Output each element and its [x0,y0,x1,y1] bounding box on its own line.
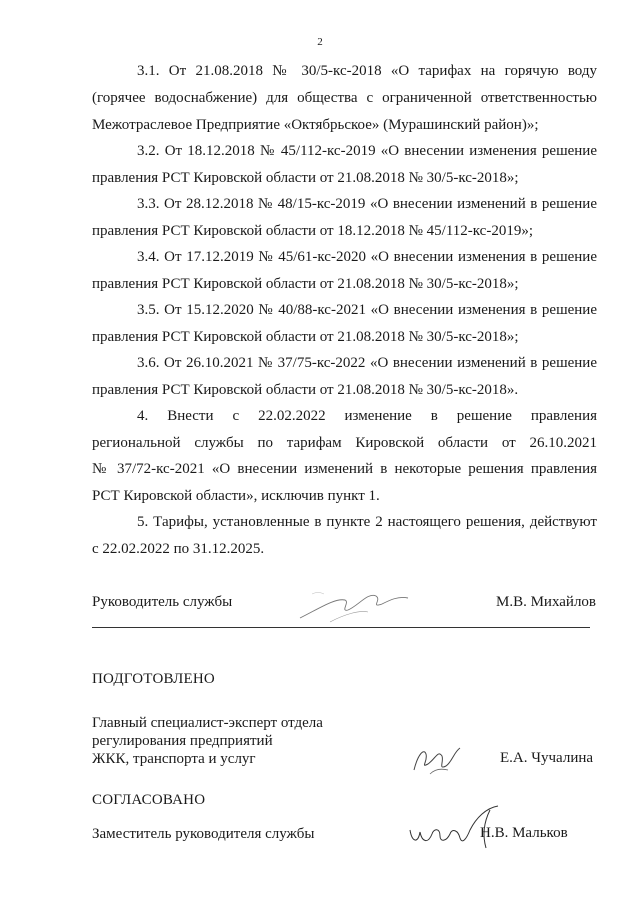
prepared-position-line-1: Главный специалист-эксперт отдела [92,715,323,731]
paragraph-3-1-line-3: Межотраслевое Предприятие «Октябрьское» (Мурашинский район)»; [92,117,539,133]
paragraph-3-4-line-1: 3.4. От 17.12.2019 № 45/61-кс-2020 «О внесении изменения в решение [137,249,597,265]
page-number: 2 [317,36,323,48]
paragraph-3-2-line-2: правления РСТ Кировской области от 21.08.2018 № 30/5-кс-2018»; [92,170,519,186]
paragraph-3-2-line-1: 3.2. От 18.12.2018 № 45/112-кс-2019 «О внесении изменения решение [137,143,597,159]
prepared-name: Е.А. Чучалина [500,750,594,766]
paragraph-5-line-1: 5. Тарифы, установленные в пункте 2 настоящего решения, действуют [137,514,597,530]
signature-separator-line [92,627,590,628]
paragraph-3-5-line-1: 3.5. От 15.12.2020 № 40/88-кс-2021 «О внесении изменения в решение [137,302,597,318]
paragraph-4-line-2: региональной службы по тарифам Кировской области от 26.10.2021 [92,435,597,451]
paragraph-5-line-2: с 22.02.2022 по 31.12.2025. [92,541,265,557]
prepared-title: ПОДГОТОВЛЕНО [92,671,215,687]
paragraph-3-5-line-2: правления РСТ Кировской области от 21.08.2018 № 30/5-кс-2018»; [92,329,519,345]
agreed-name: Н.В. Мальков [480,825,568,841]
paragraph-4-line-3: № 37/72-кс-2021 «О внесении изменений в некоторые решения правления [92,461,597,477]
paragraph-3-3-line-2: правления РСТ Кировской области от 18.12.2018 № 45/112-кс-2019»; [92,223,533,239]
paragraph-3-6-line-1: 3.6. От 26.10.2021 № 37/75-кс-2022 «О внесении изменений в решение [137,355,597,371]
prepared-handwritten-signature [408,740,468,780]
agreed-position: Заместитель руководителя службы [92,826,315,842]
paragraph-3-3-line-1: 3.3. От 28.12.2018 № 48/15-кс-2019 «О внесении изменений в решение [137,196,597,212]
paragraph-3-4-line-2: правления РСТ Кировской области от 21.08.2018 № 30/5-кс-2018»; [92,276,519,292]
head-signature-label: Руководитель службы [92,594,233,610]
paragraph-4-line-4: РСТ Кировской области», исключив пункт 1. [92,488,380,504]
paragraph-3-1-line-2: (горячее водоснабжение) для общества с ограниченной ответственностью [92,90,597,106]
head-signature-name: М.В. Михайлов [496,594,597,610]
agreed-title: СОГЛАСОВАНО [92,792,206,808]
prepared-position-line-2: регулирования предприятий [92,733,273,749]
paragraph-3-6-line-2: правления РСТ Кировской области от 21.08.2018 № 30/5-кс-2018». [92,382,519,398]
paragraph-3-1-line-1: 3.1. От 21.08.2018 № 30/5-кс-2018 «О тарифах на горячую воду [137,63,597,79]
paragraph-4-line-1: 4. Внести с 22.02.2022 изменение в решение правления [137,408,597,424]
prepared-position-line-3: ЖКК, транспорта и услуг [92,751,256,767]
head-handwritten-signature [290,578,420,634]
